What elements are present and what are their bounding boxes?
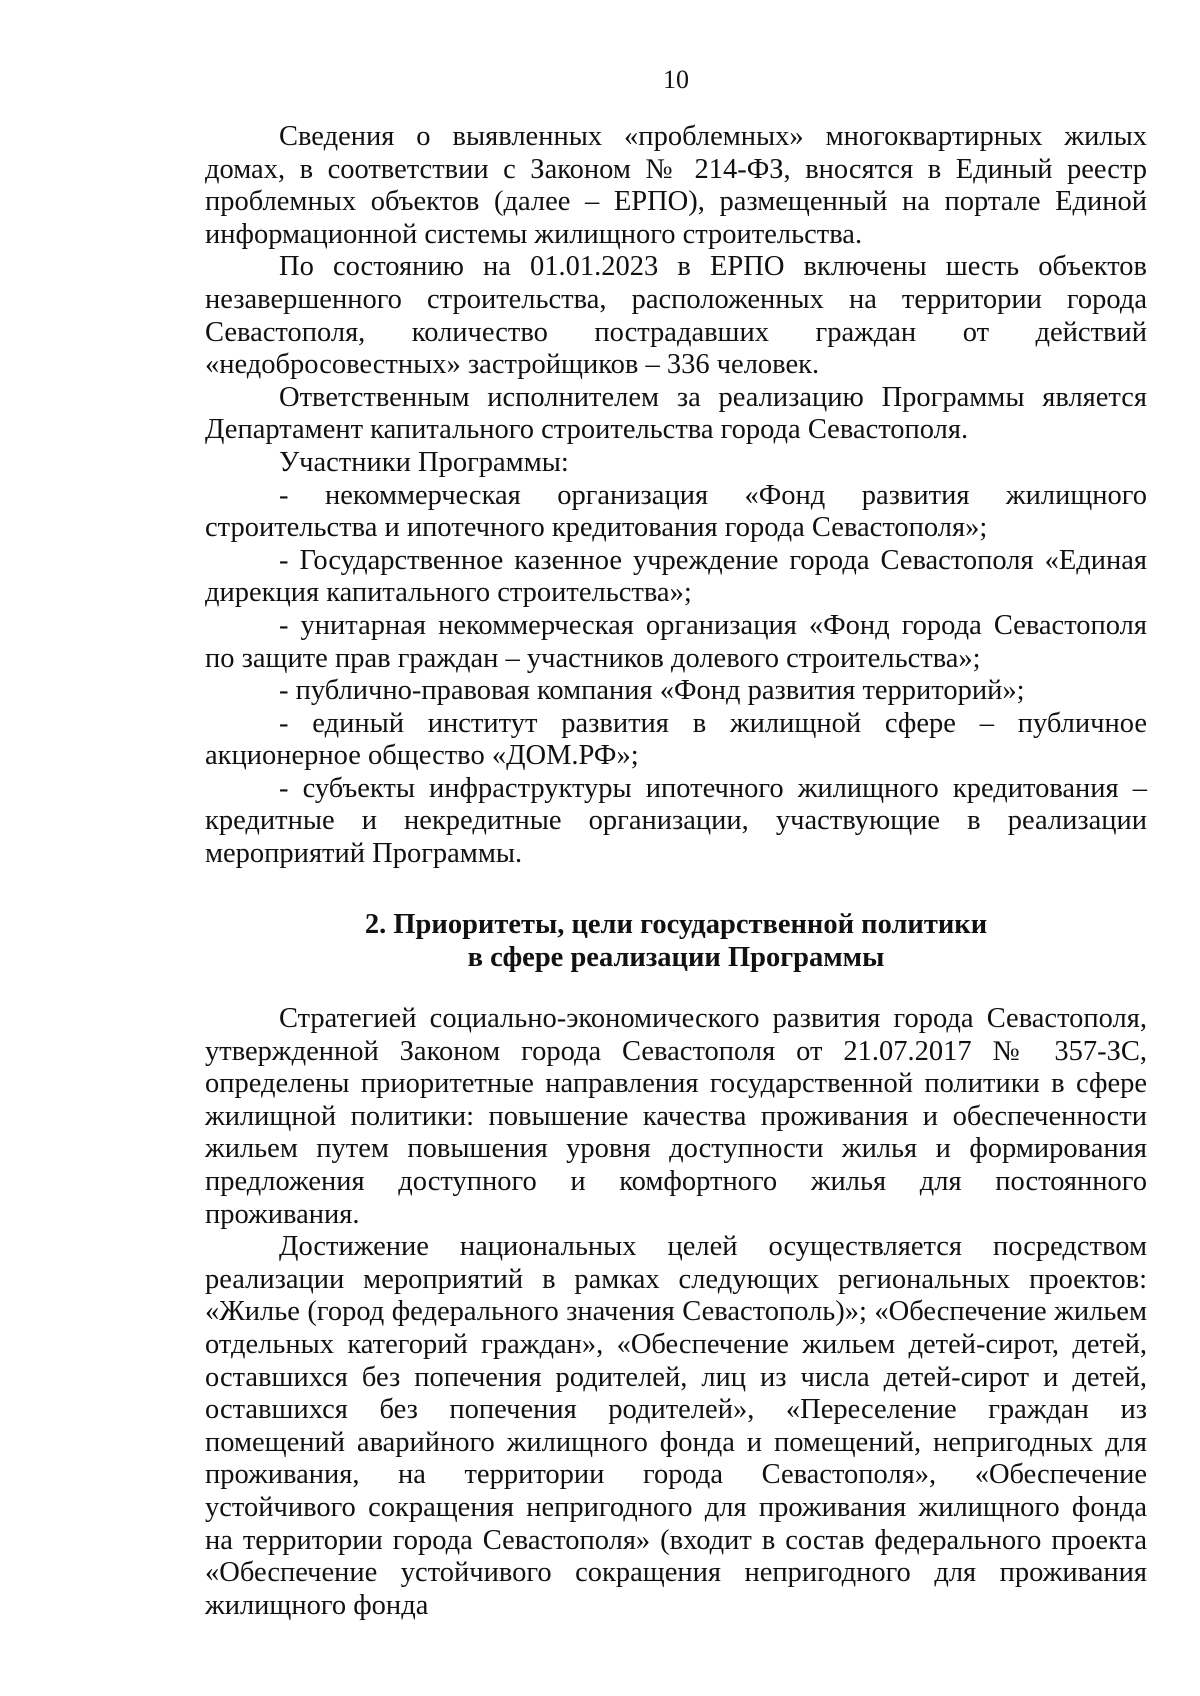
paragraph-participants-heading: Участники Программы: bbox=[279, 446, 569, 478]
body-text-section-1 bbox=[205, 121, 1147, 871]
list-item-participant: - единый институт развития в жилищной сфере – публичное акционерное общество «ДОМ.РФ»; bbox=[205, 707, 1147, 772]
paragraph-erpo-info: Сведения о выявленных «проблемных» многоквартирных жилых домах, в соответствии с Законом № 214-ФЗ, вносятся в Единый реестр проблемных объектов (далее – ЕРПО), размещенный на портале Единой информационной системы жилищного строительства. bbox=[205, 121, 1147, 250]
body-text-section-2 bbox=[205, 1003, 1147, 1622]
paragraph-national-goals: Достижение национальных целей осуществляется посредством реализации мероприятий в рамках следующих региональных проектов: «Жилье (город федерального значения Севастополь)»; «Обеспечение жильем отдельных категорий граждан», «Обеспечение жильем детей-сирот, детей, оставшихся без попечения родителей, лиц из числа детей-сирот и детей, оставшихся без попечения родителей», «Переселение граждан из помещений аварийного жилищного фонда и помещений, непригодных для проживания, на территории города Севастополя», «Обеспечение устойчивого сокращения непригодного для проживания жилищного фонда на территории города Севастополя» (входит в состав федерального проекта «Обеспечение устойчивого сокращения непригодного для проживания жилищного фонда bbox=[205, 1231, 1147, 1621]
page-number: 10 bbox=[663, 65, 689, 94]
list-item-participant: - Государственное казенное учреждение города Севастополя «Единая дирекция капитального строительства»; bbox=[205, 544, 1147, 609]
list-item-participant: - унитарная некоммерческая организация «Фонд города Севастополя по защите прав граждан – участников долевого строительства»; bbox=[205, 609, 1147, 674]
section-heading bbox=[205, 908, 1147, 974]
list-item-participant: - публично-правовая компания «Фонд развития территорий»; bbox=[279, 675, 1025, 707]
paragraph-responsible-executor: Ответственным исполнителем за реализацию Программы является Департамент капитального строительства города Севастополя. bbox=[205, 381, 1147, 446]
list-item-participant: - субъекты инфраструктуры ипотечного жилищного кредитования – кредитные и некредитные организации, участвующие в реализации мероприятий Программы. bbox=[205, 772, 1147, 870]
list-item-participant: - некоммерческая организация «Фонд развития жилищного строительства и ипотечного кредитования города Севастополя»; bbox=[205, 479, 1147, 544]
section-heading-line-2: в сфере реализации Программы bbox=[467, 942, 885, 973]
paragraph-erpo-status: По состоянию на 01.01.2023 в ЕРПО включены шесть объектов незавершенного строительства, расположенных на территории города Севастополя, количество пострадавших граждан от действий «недобросовестных» застройщиков – 336 человек. bbox=[205, 251, 1147, 381]
section-heading-line-1: 2. Приоритеты, цели государственной политики bbox=[364, 909, 988, 940]
paragraph-strategy: Стратегией социально-экономического развития города Севастополя, утвержденной Законом города Севастополя от 21.07.2017 № 357-ЗС, определены приоритетные направления государственной политики в сфере жилищной политики: повышение качества проживания и обеспеченности жильем путем повышения уровня доступности жилья и формирования предложения доступного и комфортного жилья для постоянного проживания. bbox=[205, 1003, 1147, 1230]
